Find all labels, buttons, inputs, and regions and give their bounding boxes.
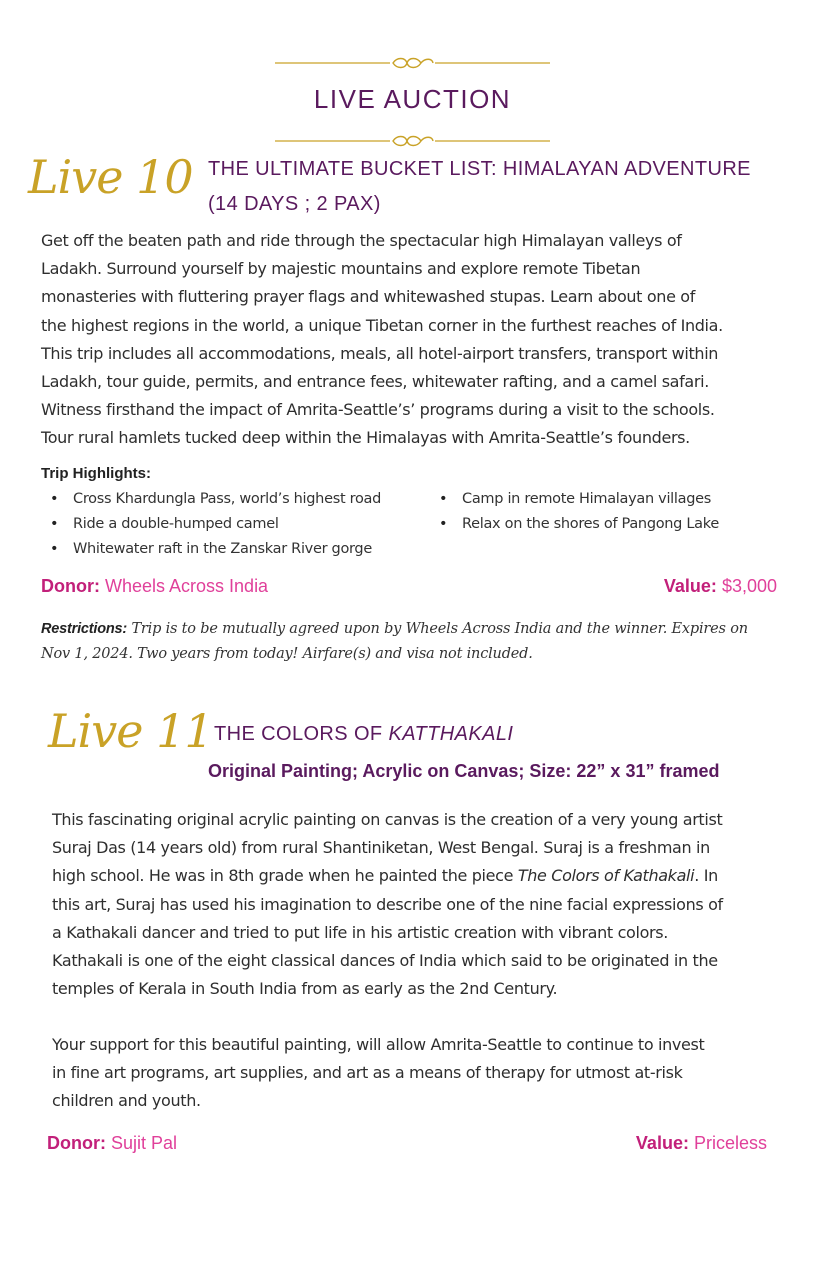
restrictions-note — [41, 617, 781, 667]
description-line: the highest regions in the world, a unique Tibetan corner in the furthest reaches of India. — [41, 315, 723, 335]
donor-row — [47, 1133, 177, 1154]
donor-name: Sujit Pal — [111, 1133, 178, 1153]
highlights-list-right — [430, 487, 719, 537]
description-line: Suraj Das (14 years old) from rural Shantiniketan, West Bengal. Suraj is a freshman in — [52, 838, 710, 858]
highlight-item: • Ride a double-humped camel — [41, 512, 381, 537]
top-ornament-divider — [275, 57, 550, 69]
highlight-item: • Camp in remote Himalayan villages — [430, 487, 719, 512]
description-line: temples of Kerala in South India from as early as the 2nd Century. — [52, 979, 558, 999]
item-title-prefix: THE COLORS OF — [214, 723, 383, 745]
description-line: Kathakali is one of the eight classical dances of India which said to be originated in the — [52, 951, 718, 971]
lot-badge-live-10: Live 10 — [28, 150, 193, 204]
value-label: Value: — [635, 1133, 689, 1153]
lot-badge-live-11: Live 11 — [48, 704, 213, 758]
support-paragraph — [52, 1031, 802, 1116]
description-line: monasteries with fluttering prayer flags and whitewashed stupas. Learn about one of — [41, 287, 696, 307]
value-row — [636, 1133, 767, 1154]
bottom-ornament-divider — [275, 135, 550, 147]
value-row — [664, 576, 777, 597]
donor-name: Wheels Across India — [105, 576, 269, 596]
item-description — [41, 227, 801, 453]
description-line: This trip includes all accommodations, meals, all hotel-airport transfers, transport within — [41, 343, 719, 363]
page-title: LIVE AUCTION — [313, 84, 512, 114]
support-line: Your support for this beautiful painting, will allow Amrita-Seattle to continue to invest — [52, 1035, 705, 1054]
highlight-item: • Relax on the shores of Pangong Lake — [430, 512, 719, 537]
donor-row — [41, 576, 268, 597]
value-amount: Priceless — [693, 1133, 767, 1153]
description-text: high school. He was in 8th grade when he painted the piece — [52, 866, 514, 886]
item-title-line1: THE ULTIMATE BUCKET LIST: HIMALAYAN ADVENTURE — [208, 158, 751, 180]
value-amount: $3,000 — [721, 576, 777, 596]
item-subtitle: Original Painting; Acrylic on Canvas; Size: 22” x 31” framed — [208, 761, 720, 781]
highlight-item: • Cross Khardungla Pass, world’s highest road — [41, 487, 381, 512]
description-line: Ladakh. Surround yourself by majestic mountains and explore remote Tibetan — [41, 259, 641, 279]
item-description — [52, 806, 802, 1003]
item-title — [214, 723, 513, 746]
description-line — [52, 862, 802, 890]
highlight-item: • Whitewater raft in the Zanskar River gorge — [41, 537, 381, 562]
description-line: Tour rural hamlets tucked deep within the Himalayas with Amrita-Seattle’s founders. — [41, 428, 690, 448]
item-title-line2: (14 DAYS ; 2 PAX) — [208, 193, 381, 215]
support-line: children and youth. — [52, 1091, 201, 1111]
restrictions-label: Restrictions: — [41, 621, 128, 637]
description-line: Witness firsthand the impact of Amrita-Seattle’s’ programs during a visit to the schools. — [41, 400, 715, 420]
description-line: Get off the beaten path and ride through the spectacular high Himalayan valleys of — [41, 231, 682, 250]
description-line: a Kathakali dancer and tried to put life in his artistic creation with vibrant colors. — [52, 922, 668, 942]
description-text: . In — [694, 866, 718, 886]
restrictions-text: Trip is to be mutually agreed upon by Wheels Across India and the winner. Expires on Nov 1, 2024. Two years from today! Airfare(s) and visa not included. — [41, 621, 748, 662]
trip-highlights-label: Trip Highlights: — [41, 465, 151, 482]
donor-label: Donor: — [47, 1133, 106, 1153]
support-line: in fine art programs, art supplies, and art as a means of therapy for utmost at-risk — [52, 1063, 683, 1083]
painting-title: The Colors of Kathakali — [517, 866, 695, 886]
description-line: This fascinating original acrylic painting on canvas is the creation of a very young artist — [52, 810, 723, 829]
description-line: this art, Suraj has used his imagination to describe one of the nine facial expressions of — [52, 894, 723, 914]
donor-label: Donor: — [41, 576, 100, 596]
item-title-italic: KATTHAKALI — [388, 723, 514, 745]
highlights-list-left — [41, 487, 381, 562]
value-label: Value: — [663, 576, 717, 596]
description-line: Ladakh, tour guide, permits, and entrance fees, whitewater rafting, and a camel safari. — [41, 372, 709, 392]
